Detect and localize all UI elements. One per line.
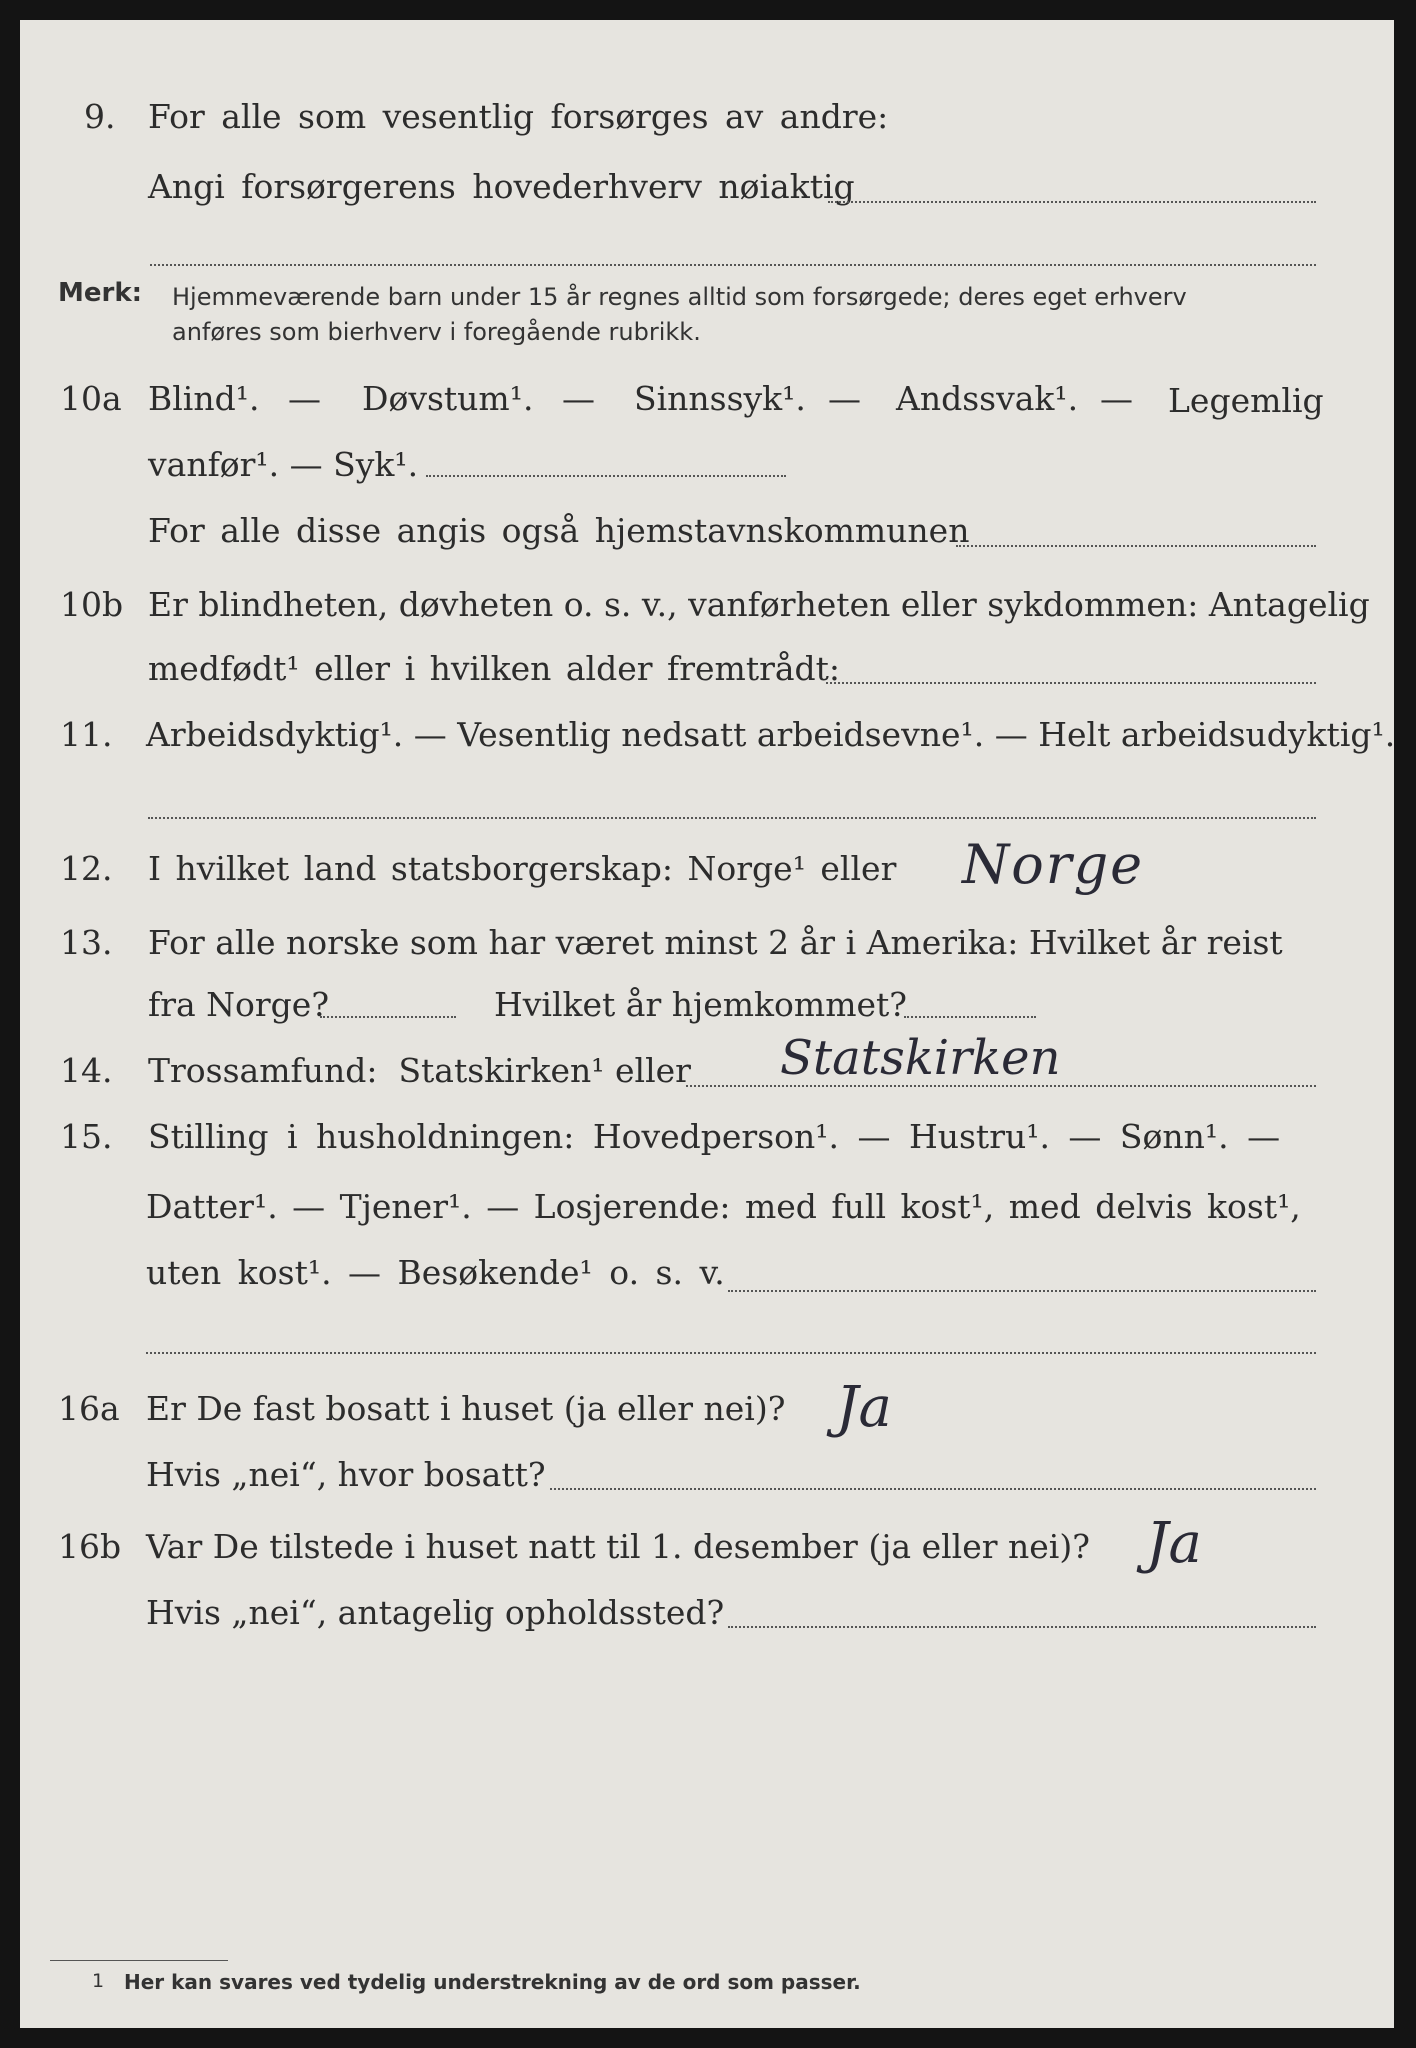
merk-label: Merk: xyxy=(58,278,143,308)
q14-option-statskirken: Statskirken xyxy=(398,1051,592,1090)
q14-handwritten-answer: Statskirken xyxy=(780,1030,1061,1086)
q9-answer-line xyxy=(828,201,1316,203)
q12-prefix: I hvilket land statsborgerskap: xyxy=(148,849,674,888)
q10b-line1: Er blindheten, døvheten o. s. v., vanførheten eller sykdommen: Antagelig xyxy=(148,585,1370,624)
q16a-line2: Hvis „nei“, hvor bosatt? xyxy=(146,1455,546,1494)
q16a-line1: Er De fast bosatt i huset (ja eller nei)? xyxy=(146,1389,786,1428)
q14-answer-line xyxy=(686,1085,1316,1087)
q15-prefix: Stilling i husholdningen: xyxy=(148,1117,575,1156)
q10a-dash-1: — xyxy=(288,379,321,418)
q10b-line2: medfødt¹ eller i hvilken alder fremtrådt: xyxy=(148,649,841,688)
q13-left: fra Norge? xyxy=(148,985,330,1024)
q10a-number: 10a xyxy=(60,379,122,418)
q12-suffix: ¹ eller xyxy=(792,849,897,888)
q15-option-hovedperson: Hovedperson xyxy=(592,1117,816,1156)
q16a-answer-line xyxy=(550,1488,1316,1490)
q11-option-arbeidsdyktig: Arbeidsdyktig xyxy=(146,715,380,754)
q10a-blind: Blind¹. xyxy=(148,379,260,418)
q11-number: 11. xyxy=(60,715,113,754)
q12-option-norge: Norge xyxy=(687,849,793,888)
q16b-number: 16b xyxy=(58,1527,122,1566)
q13-departure-year-line xyxy=(320,1016,456,1018)
q13-right: Hvilket år hjemkommet? xyxy=(494,985,907,1024)
q11-text xyxy=(146,715,1396,754)
q16b-line2: Hvis „nei“, antagelig opholdssted? xyxy=(146,1593,725,1632)
q11-answer-line xyxy=(148,817,1316,819)
q16b-line1: Var De tilstede i huset natt til 1. desember (ja eller nei)? xyxy=(146,1527,1090,1566)
q12-handwritten-answer: Norge xyxy=(962,833,1145,896)
q16b-handwritten-answer: Ja xyxy=(1146,1511,1202,1576)
q10a-dash-3: — xyxy=(828,379,861,418)
q9-line1: For alle som vesentlig forsørges av andre: xyxy=(148,97,889,136)
q10a-home-municipality-line xyxy=(956,545,1316,547)
q13-line1: For alle norske som har været minst 2 år i Amerika: Hvilket år reist xyxy=(148,923,1283,962)
q14-text xyxy=(148,1051,691,1090)
q14-number: 14. xyxy=(60,1051,113,1090)
q10a-line3: For alle disse angis også hjemstavnskommunen xyxy=(148,511,970,550)
q9-number: 9. xyxy=(84,97,116,136)
q15-answer-line-2 xyxy=(146,1352,1316,1354)
q16a-number: 16a xyxy=(58,1389,120,1428)
footnote-marker: 1 xyxy=(92,1970,105,1992)
q16a-handwritten-answer: Ja xyxy=(836,1375,892,1440)
q16b-answer-line xyxy=(728,1626,1316,1628)
q15-line1 xyxy=(148,1117,1281,1156)
q11-rest: ¹. — Vesentlig nedsatt arbeidsevne¹. — Helt arbeidsudyktig¹. xyxy=(379,715,1396,754)
merk-line1: Hjemmeværende barn under 15 år regnes alltid som forsørgede; deres eget erhverv xyxy=(172,283,1187,311)
footnote-rule xyxy=(50,1960,228,1961)
q15-rest1: ¹. — Hustru¹. — Sønn¹. — xyxy=(815,1117,1281,1156)
q13-number: 13. xyxy=(60,923,113,962)
q13-return-year-line xyxy=(904,1016,1036,1018)
q15-number: 15. xyxy=(60,1117,113,1156)
q14-prefix: Trossamfund: xyxy=(148,1051,378,1090)
q12-number: 12. xyxy=(60,849,113,888)
q10a-sinnssyk: Sinnssyk¹. xyxy=(634,379,806,418)
q10a-dash-2: — xyxy=(562,379,595,418)
q10b-answer-line xyxy=(826,682,1316,684)
merk-line2: anføres som bierhverv i foregående rubrikk. xyxy=(172,318,701,346)
q10a-answer-line xyxy=(426,475,786,477)
q15-line2: Datter¹. — Tjener¹. — Losjerende: med full kost¹, med delvis kost¹, xyxy=(146,1187,1301,1226)
q10b-number: 10b xyxy=(60,585,124,624)
q9-answer-line-2 xyxy=(150,264,1316,266)
q10a-andssvak: Andssvak¹. xyxy=(896,379,1079,418)
q10a-dash-4: — xyxy=(1100,379,1133,418)
footnote-text: Her kan svares ved tydelig understrekning av de ord som passer. xyxy=(124,1970,861,1994)
q15-line3: uten kost¹. — Besøkende¹ o. s. v. xyxy=(146,1253,725,1292)
q12-text xyxy=(148,849,897,888)
q15-answer-line xyxy=(728,1290,1316,1292)
q9-line2: Angi forsørgerens hovederhverv nøiaktig xyxy=(148,167,855,206)
q10a-line2: vanfør¹. — Syk¹. xyxy=(148,445,419,484)
q10a-dovstum: Døvstum¹. xyxy=(362,379,534,418)
q10a-legemlig: Legemlig xyxy=(1168,381,1324,420)
q14-suffix: ¹ eller xyxy=(591,1051,691,1090)
